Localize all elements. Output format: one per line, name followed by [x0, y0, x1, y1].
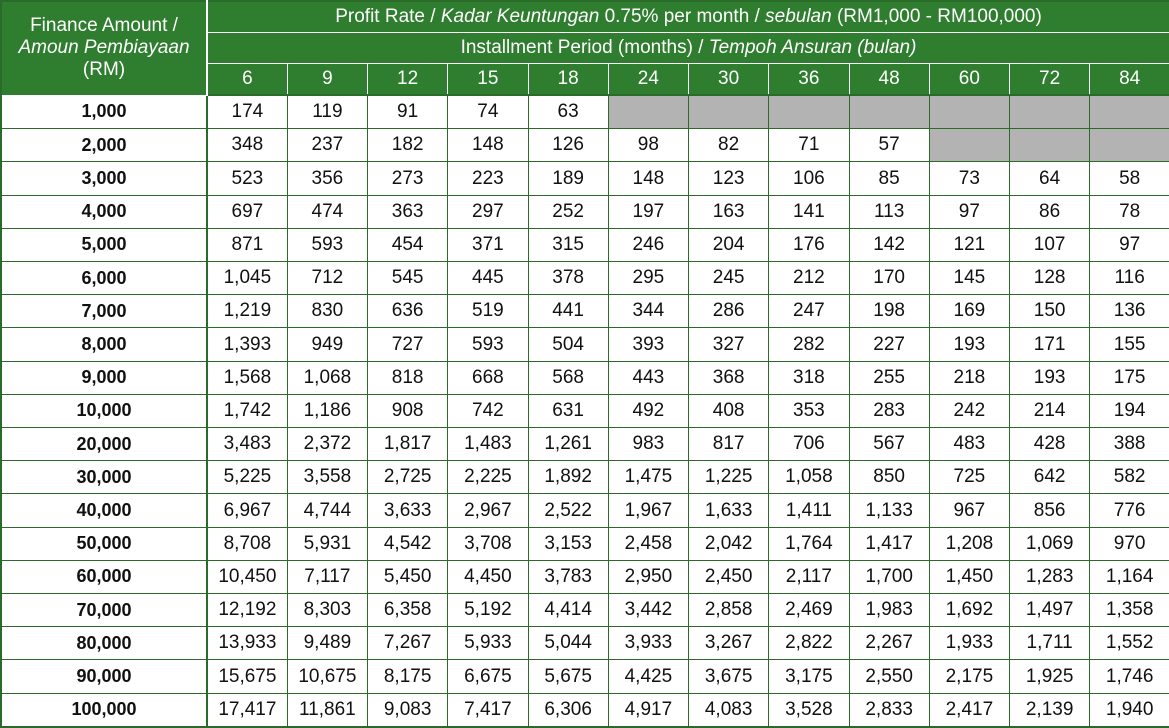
installment-cell: 636: [368, 295, 448, 328]
installment-cell: 2,417: [929, 693, 1009, 727]
installment-cell: 393: [608, 328, 688, 361]
installment-cell: 2,042: [689, 527, 769, 560]
installment-cell: 128: [1010, 262, 1090, 295]
installment-cell: 170: [849, 262, 929, 295]
installment-cell: 1,283: [1010, 560, 1090, 593]
finance-amount-cell: 40,000: [1, 494, 207, 527]
installment-cell: 193: [929, 328, 1009, 361]
installment-cell: 218: [929, 361, 1009, 394]
installment-cell: 344: [608, 295, 688, 328]
installment-cell: 492: [608, 394, 688, 427]
installment-cell: 9,083: [368, 693, 448, 727]
installment-cell: 1,497: [1010, 594, 1090, 627]
installment-cell: 1,219: [207, 295, 287, 328]
table-row: [1, 394, 1169, 427]
installment-cell: 78: [1090, 195, 1169, 228]
table-header: [1, 1, 1169, 95]
installment-cell: 3,675: [689, 660, 769, 693]
installment-cell: 297: [448, 195, 528, 228]
installment-cell: 97: [929, 195, 1009, 228]
installment-cell: 148: [448, 129, 528, 162]
installment-cell: 631: [528, 394, 608, 427]
month-header: 12: [368, 64, 448, 96]
installment-cell: 193: [1010, 361, 1090, 394]
installment-cell: 246: [608, 228, 688, 261]
installment-cell: 255: [849, 361, 929, 394]
installment-cell: 8,303: [287, 594, 367, 627]
installment-cell: 443: [608, 361, 688, 394]
profit-rate-header: Profit Rate / Kadar Keuntungan 0.75% per month / sebulan (RM1,000 - RM100,000): [207, 1, 1169, 33]
installment-cell: 2,469: [769, 594, 849, 627]
installment-cell: 567: [849, 428, 929, 461]
table-row: [1, 627, 1169, 660]
installment-cell: 10,675: [287, 660, 367, 693]
installment-cell: 64: [1010, 162, 1090, 195]
installment-cell: 4,744: [287, 494, 367, 527]
installment-cell: 227: [849, 328, 929, 361]
installment-cell: 706: [769, 428, 849, 461]
installment-cell: 126: [528, 129, 608, 162]
installment-cell: 247: [769, 295, 849, 328]
table-row: [1, 328, 1169, 361]
installment-cell: 2,550: [849, 660, 929, 693]
installment-cell: 3,442: [608, 594, 688, 627]
installment-cell: 545: [368, 262, 448, 295]
table-row: [1, 129, 1169, 162]
installment-cell: 315: [528, 228, 608, 261]
installment-cell: 1,164: [1090, 560, 1169, 593]
installment-cell: 169: [929, 295, 1009, 328]
installment-cell: 6,306: [528, 693, 608, 727]
installment-cell: 9,489: [287, 627, 367, 660]
unavailable-cell: [1090, 95, 1169, 129]
installment-cell: 3,483: [207, 428, 287, 461]
installment-cell: 3,153: [528, 527, 608, 560]
installment-cell: 371: [448, 228, 528, 261]
installment-cell: 1,483: [448, 428, 528, 461]
installment-cell: 593: [448, 328, 528, 361]
month-header: 6: [207, 64, 287, 96]
installment-cell: 286: [689, 295, 769, 328]
installment-cell: 4,414: [528, 594, 608, 627]
installment-cell: 1,568: [207, 361, 287, 394]
installment-cell: 282: [769, 328, 849, 361]
installment-cell: 1,393: [207, 328, 287, 361]
installment-cell: 171: [1010, 328, 1090, 361]
installment-cell: 1,711: [1010, 627, 1090, 660]
installment-cell: 5,675: [528, 660, 608, 693]
installment-cell: 150: [1010, 295, 1090, 328]
installment-cell: 1,450: [929, 560, 1009, 593]
currency-unit-label: (RM): [82, 59, 126, 81]
installment-cell: 1,925: [1010, 660, 1090, 693]
installment-cell: 136: [1090, 295, 1169, 328]
installment-cell: 1,817: [368, 428, 448, 461]
installment-cell: 4,917: [608, 693, 688, 727]
installment-cell: 642: [1010, 461, 1090, 494]
installment-cell: 142: [849, 228, 929, 261]
installment-cell: 148: [608, 162, 688, 195]
installment-cell: 176: [769, 228, 849, 261]
installment-cell: 1,208: [929, 527, 1009, 560]
installment-cell: 237: [287, 129, 367, 162]
month-header: 48: [849, 64, 929, 96]
table-row: [1, 560, 1169, 593]
installment-cell: 4,450: [448, 560, 528, 593]
installment-cell: 74: [448, 95, 528, 129]
installment-cell: 5,931: [287, 527, 367, 560]
installment-cell: 582: [1090, 461, 1169, 494]
installment-cell: 318: [769, 361, 849, 394]
table-row: [1, 527, 1169, 560]
installment-cell: 850: [849, 461, 929, 494]
installment-cell: 1,967: [608, 494, 688, 527]
installment-cell: 1,045: [207, 262, 287, 295]
installment-cell: 63: [528, 95, 608, 129]
installment-cell: 175: [1090, 361, 1169, 394]
table-row: [1, 228, 1169, 261]
installment-cell: 5,192: [448, 594, 528, 627]
installment-cell: 8,175: [368, 660, 448, 693]
installment-cell: 712: [287, 262, 367, 295]
table-row: [1, 693, 1169, 727]
installment-cell: 474: [287, 195, 367, 228]
month-header: 9: [287, 64, 367, 96]
finance-amount-cell: 5,000: [1, 228, 207, 261]
installment-cell: 3,708: [448, 527, 528, 560]
table-row: [1, 95, 1169, 129]
finance-amount-cell: 9,000: [1, 361, 207, 394]
installment-cell: 1,700: [849, 560, 929, 593]
installment-cell: 1,633: [689, 494, 769, 527]
month-header: 18: [528, 64, 608, 96]
installment-cell: 17,417: [207, 693, 287, 727]
installment-cell: 593: [287, 228, 367, 261]
installment-cell: 7,117: [287, 560, 367, 593]
table-row: [1, 361, 1169, 394]
installment-cell: 1,069: [1010, 527, 1090, 560]
installment-period-header: Installment Period (months) / Tempoh Ansuran (bulan): [207, 33, 1169, 64]
installment-cell: 830: [287, 295, 367, 328]
installment-cell: 504: [528, 328, 608, 361]
installment-cell: 11,861: [287, 693, 367, 727]
installment-cell: 1,742: [207, 394, 287, 427]
installment-cell: 106: [769, 162, 849, 195]
installment-cell: 1,692: [929, 594, 1009, 627]
installment-cell: 3,175: [769, 660, 849, 693]
finance-amount-cell: 6,000: [1, 262, 207, 295]
unavailable-cell: [689, 95, 769, 129]
installment-cell: 1,411: [769, 494, 849, 527]
installment-cell: 91: [368, 95, 448, 129]
installment-cell: 568: [528, 361, 608, 394]
month-header: 30: [689, 64, 769, 96]
table-row: [1, 461, 1169, 494]
finance-amount-cell: 2,000: [1, 129, 207, 162]
finance-amount-header: [1, 1, 207, 95]
finance-amount-cell: 3,000: [1, 162, 207, 195]
amoun-pembiayaan-label: Amoun Pembiayaan: [18, 37, 190, 59]
installment-cell: 2,725: [368, 461, 448, 494]
finance-amount-cell: 10,000: [1, 394, 207, 427]
installment-cell: 58: [1090, 162, 1169, 195]
installment-cell: 242: [929, 394, 1009, 427]
installment-cell: 6,967: [207, 494, 287, 527]
installment-cell: 949: [287, 328, 367, 361]
installment-cell: 1,764: [769, 527, 849, 560]
unavailable-cell: [1010, 95, 1090, 129]
installment-cell: 1,225: [689, 461, 769, 494]
installment-cell: 121: [929, 228, 1009, 261]
installment-cell: 214: [1010, 394, 1090, 427]
installment-cell: 163: [689, 195, 769, 228]
table-row: [1, 594, 1169, 627]
installment-cell: 2,950: [608, 560, 688, 593]
installment-cell: 727: [368, 328, 448, 361]
installment-cell: 174: [207, 95, 287, 129]
month-header: 60: [929, 64, 1009, 96]
unavailable-cell: [929, 129, 1009, 162]
installment-cell: 10,450: [207, 560, 287, 593]
installment-cell: 454: [368, 228, 448, 261]
installment-cell: 1,940: [1090, 693, 1169, 727]
installment-cell: 2,967: [448, 494, 528, 527]
installment-cell: 2,372: [287, 428, 367, 461]
installment-cell: 3,783: [528, 560, 608, 593]
installment-cell: 1,983: [849, 594, 929, 627]
installment-cell: 3,933: [608, 627, 688, 660]
installment-cell: 7,267: [368, 627, 448, 660]
installment-cell: 2,522: [528, 494, 608, 527]
installment-cell: 12,192: [207, 594, 287, 627]
installment-cell: 356: [287, 162, 367, 195]
installment-cell: 1,358: [1090, 594, 1169, 627]
installment-cell: 2,175: [929, 660, 1009, 693]
installment-cell: 85: [849, 162, 929, 195]
installment-cell: 97: [1090, 228, 1169, 261]
installment-cell: 428: [1010, 428, 1090, 461]
installment-cell: 5,044: [528, 627, 608, 660]
table-row: [1, 428, 1169, 461]
installment-cell: 5,450: [368, 560, 448, 593]
installment-cell: 13,933: [207, 627, 287, 660]
finance-amount-cell: 7,000: [1, 295, 207, 328]
installment-cell: 441: [528, 295, 608, 328]
installment-cell: 776: [1090, 494, 1169, 527]
installment-cell: 182: [368, 129, 448, 162]
installment-cell: 363: [368, 195, 448, 228]
installment-cell: 4,425: [608, 660, 688, 693]
installment-cell: 1,068: [287, 361, 367, 394]
installment-cell: 445: [448, 262, 528, 295]
installment-cell: 4,542: [368, 527, 448, 560]
finance-amount-cell: 8,000: [1, 328, 207, 361]
installment-cell: 73: [929, 162, 1009, 195]
installment-cell: 15,675: [207, 660, 287, 693]
installment-cell: 295: [608, 262, 688, 295]
installment-cell: 194: [1090, 394, 1169, 427]
installment-cell: 197: [608, 195, 688, 228]
installment-cell: 204: [689, 228, 769, 261]
installment-cell: 1,261: [528, 428, 608, 461]
installment-cell: 725: [929, 461, 1009, 494]
unavailable-cell: [1010, 129, 1090, 162]
installment-cell: 1,892: [528, 461, 608, 494]
finance-amount-cell: 30,000: [1, 461, 207, 494]
installment-cell: 742: [448, 394, 528, 427]
installment-cell: 2,225: [448, 461, 528, 494]
finance-amount-label: Finance Amount /: [30, 15, 178, 37]
installment-cell: 86: [1010, 195, 1090, 228]
finance-amount-cell: 4,000: [1, 195, 207, 228]
installment-cell: 223: [448, 162, 528, 195]
finance-amount-cell: 60,000: [1, 560, 207, 593]
installment-cell: 98: [608, 129, 688, 162]
installment-cell: 2,858: [689, 594, 769, 627]
installment-cell: 2,458: [608, 527, 688, 560]
table-row: [1, 295, 1169, 328]
installment-cell: 1,186: [287, 394, 367, 427]
month-header: 24: [608, 64, 688, 96]
finance-amount-cell: 70,000: [1, 594, 207, 627]
installment-cell: 2,833: [849, 693, 929, 727]
installment-cell: 353: [769, 394, 849, 427]
installment-cell: 113: [849, 195, 929, 228]
installment-cell: 3,267: [689, 627, 769, 660]
table-row: [1, 195, 1169, 228]
installment-cell: 2,450: [689, 560, 769, 593]
table-body: [1, 95, 1169, 727]
installment-cell: 245: [689, 262, 769, 295]
unavailable-cell: [849, 95, 929, 129]
installment-cell: 408: [689, 394, 769, 427]
table-row: [1, 494, 1169, 527]
installment-cell: 2,822: [769, 627, 849, 660]
installment-cell: 7,417: [448, 693, 528, 727]
installment-cell: 523: [207, 162, 287, 195]
installment-cell: 189: [528, 162, 608, 195]
finance-amount-cell: 1,000: [1, 95, 207, 129]
installment-cell: 970: [1090, 527, 1169, 560]
installment-cell: 983: [608, 428, 688, 461]
month-header: 72: [1010, 64, 1090, 96]
unavailable-cell: [608, 95, 688, 129]
installment-cell: 145: [929, 262, 1009, 295]
installment-cell: 212: [769, 262, 849, 295]
installment-cell: 273: [368, 162, 448, 195]
installment-cell: 1,933: [929, 627, 1009, 660]
finance-amount-cell: 20,000: [1, 428, 207, 461]
finance-amount-cell: 80,000: [1, 627, 207, 660]
installment-cell: 57: [849, 129, 929, 162]
unavailable-cell: [1090, 129, 1169, 162]
installment-cell: 71: [769, 129, 849, 162]
month-header: 84: [1090, 64, 1169, 96]
installment-cell: 519: [448, 295, 528, 328]
installment-cell: 141: [769, 195, 849, 228]
installment-cell: 697: [207, 195, 287, 228]
installment-cell: 119: [287, 95, 367, 129]
installment-cell: 116: [1090, 262, 1169, 295]
month-header: 15: [448, 64, 528, 96]
installment-cell: 378: [528, 262, 608, 295]
installment-cell: 1,417: [849, 527, 929, 560]
installment-cell: 1,475: [608, 461, 688, 494]
installment-cell: 327: [689, 328, 769, 361]
installment-cell: 252: [528, 195, 608, 228]
installment-cell: 3,528: [769, 693, 849, 727]
installment-cell: 2,139: [1010, 693, 1090, 727]
table-row: [1, 162, 1169, 195]
finance-amount-cell: 90,000: [1, 660, 207, 693]
unavailable-cell: [929, 95, 1009, 129]
installment-cell: 817: [689, 428, 769, 461]
table-row: [1, 262, 1169, 295]
installment-cell: 967: [929, 494, 1009, 527]
installment-cell: 856: [1010, 494, 1090, 527]
finance-amount-cell: 100,000: [1, 693, 207, 727]
installment-cell: 1,746: [1090, 660, 1169, 693]
installment-cell: 82: [689, 129, 769, 162]
finance-amount-cell: 50,000: [1, 527, 207, 560]
installment-cell: 2,117: [769, 560, 849, 593]
installment-cell: 818: [368, 361, 448, 394]
installment-cell: 4,083: [689, 693, 769, 727]
installment-cell: 283: [849, 394, 929, 427]
installment-cell: 8,708: [207, 527, 287, 560]
installment-cell: 123: [689, 162, 769, 195]
installment-cell: 1,133: [849, 494, 929, 527]
installment-cell: 668: [448, 361, 528, 394]
table-row: [1, 660, 1169, 693]
installment-cell: 198: [849, 295, 929, 328]
profit-rate-row: [1, 1, 1169, 33]
installment-cell: 6,675: [448, 660, 528, 693]
installment-cell: 1,552: [1090, 627, 1169, 660]
installment-cell: 368: [689, 361, 769, 394]
installment-cell: 388: [1090, 428, 1169, 461]
unavailable-cell: [769, 95, 849, 129]
installment-cell: 483: [929, 428, 1009, 461]
installment-cell: 5,933: [448, 627, 528, 660]
installment-cell: 348: [207, 129, 287, 162]
installment-cell: 155: [1090, 328, 1169, 361]
installment-cell: 3,633: [368, 494, 448, 527]
month-header: 36: [769, 64, 849, 96]
installment-cell: 1,058: [769, 461, 849, 494]
installment-cell: 6,358: [368, 594, 448, 627]
installment-cell: 5,225: [207, 461, 287, 494]
installment-cell: 2,267: [849, 627, 929, 660]
installment-cell: 908: [368, 394, 448, 427]
installment-cell: 3,558: [287, 461, 367, 494]
installment-cell: 107: [1010, 228, 1090, 261]
installment-cell: 871: [207, 228, 287, 261]
